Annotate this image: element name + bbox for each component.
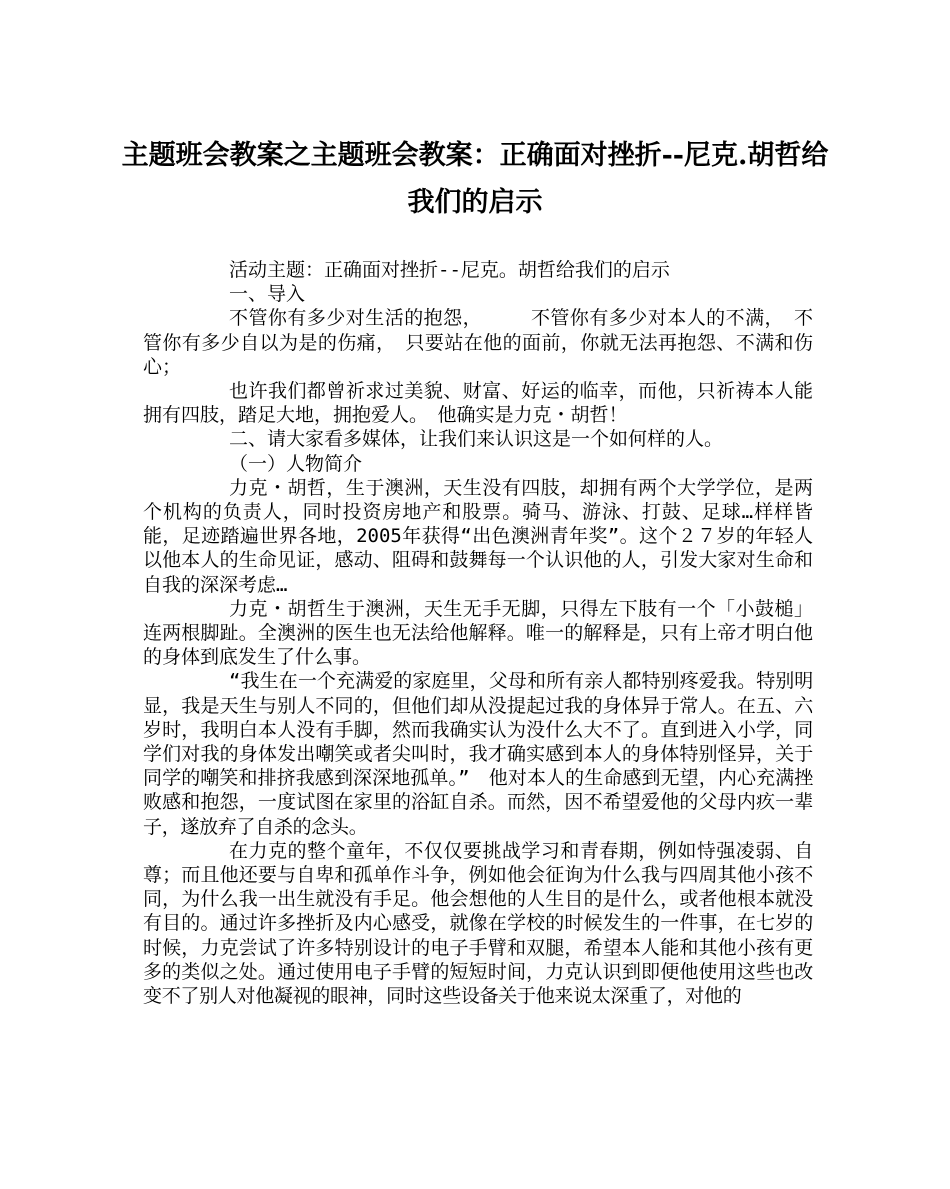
paragraph-section-intro: 一、导入 [229, 283, 306, 306]
paragraph-profile: 力克・胡哲，生于澳洲，天生没有四肢，却拥有两个大学学位，是两个机构的负责人，同时投资房地产和股票。骑马、游泳、打鼓、足球…样样皆能，足迹踏遍世界各地，2005年获得“出色澳洲青年奖”。这个２７岁的年轻人以他本人的生命见证，感动、阻碍和鼓舞每一个认识他的人，引发大家对生命和自我的深深考虑… [143, 476, 813, 596]
document-body [143, 258, 813, 1008]
paragraph-birth: 力克・胡哲生于澳洲，天生无手无脚，只得左下肢有一个「小鼓槌」连两根脚趾。全澳洲的医生也无法给他解释。唯一的解释是，只有上帝才明白他的身体到底发生了什么事。 [143, 597, 813, 669]
paragraph-activity-theme: 活动主题：正确面对挫折--尼克。胡哲给我们的启示 [229, 259, 670, 281]
paragraph-childhood: 在力克的整个童年，不仅仅要挑战学习和青春期，例如恃强凌弱、自尊；而且他还要与自卑和孤单作斗争，例如他会征询为什么我与四周其他小孩不同，为什么我一出生就没有手足。他会想他的人生目的是什么，或者他根本就没有目的。通过许多挫折及内心感受，就像在学校的时候发生的一件事，在七岁的时候，力克尝试了许多特别设计的电子手臂和双腿，希望本人能和其他小孩有更多的类似之处。通过使用电子手臂的短短时间，力克认识到即便他使用这些也改变不了别人对他凝视的眼神，同时这些设备关于他来说太深重了，对他的 [143, 839, 813, 1008]
paragraph-section-multimedia: 二、请大家看多媒体，让我们来认识这是一个如何样的人。 [229, 428, 724, 451]
document-title: 主题班会教案之主题班会教案：正确面对挫折--尼克.胡哲给我们的启示 [121, 140, 829, 218]
paragraph-subsection-profile: （一）人物简介 [229, 452, 363, 475]
paragraph-prayer: 也许我们都曾祈求过美貌、财富、好运的临幸，而他，只祈祷本人能拥有四肢，踏足大地，拥抱爱人。 他确实是力克・胡哲！ [143, 380, 813, 427]
paragraph-complaints: 不管你有多少对生活的抱怨， 不管你有多少对本人的不满， 不管你有多少自以为是的伤痛， 只要站在他的面前，你就无法再抱怨、不满和伤心； [143, 307, 813, 378]
paragraph-quote: “我生在一个充满爱的家庭里，父母和所有亲人都特别疼爱我。特别明显，我是天生与别人不同的，但他们却从没提起过我的身体异于常人。在五、六岁时，我明白本人没有手脚，然而我确实认为没什么大不了。直到进入小学，同学们对我的身体发出嘲笑或者尖叫时，我才确实感到本人的身体特别怪异，关于同学的嘲笑和排挤我感到深深地孤单。” 他对本人的生命感到无望，内心充满挫败感和抱怨，一度试图在家里的浴缸自杀。而然，因不希望爱他的父母内疚一辈子，遂放弃了自杀的念头。 [143, 670, 813, 838]
